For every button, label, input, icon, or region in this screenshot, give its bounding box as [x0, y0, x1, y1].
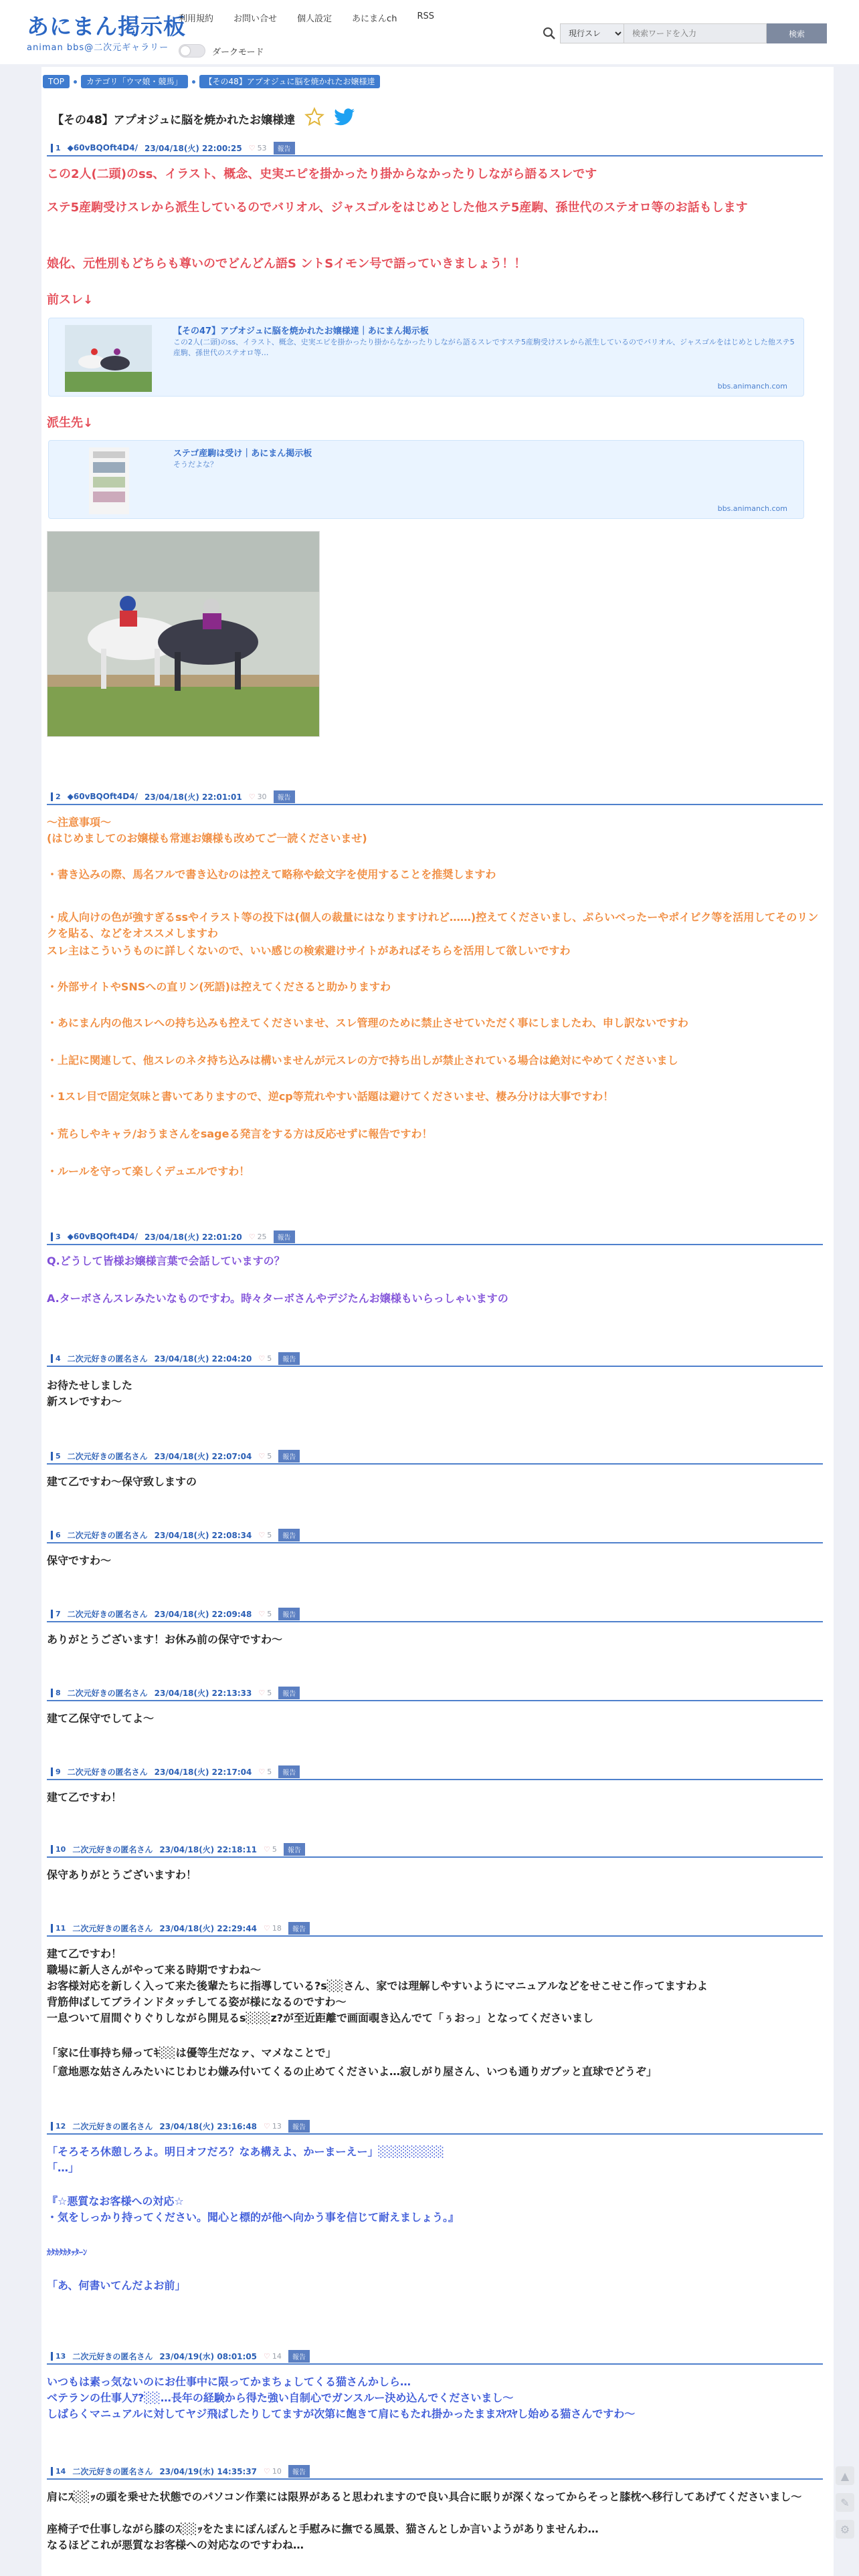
post-text: ・荒らしやキャラ/おうまさんをsageる発言をする方は反応せずに報告ですわ！: [47, 1128, 433, 1140]
report-button[interactable]: 報告: [288, 2350, 310, 2363]
post-text: 建て乙保守でしてよ〜: [47, 1712, 155, 1725]
link-title: ステゴ産駒は受け｜あにまん掲示板: [173, 449, 312, 459]
post-header: [47, 2120, 823, 2135]
post-image[interactable]: [47, 531, 320, 737]
post-header: [47, 1450, 823, 1465]
logo-title: あにまん掲示板: [27, 13, 186, 39]
search-icon: [540, 22, 560, 45]
heart-icon: ♡: [264, 2351, 270, 2361]
link-card-derived-thread[interactable]: [48, 440, 804, 519]
post-text: 座椅子で仕事しながら膝のｽ░░ｯをたまにぽんぽんと手慰みに撫でる風景、猫さんとしか言いようがありませんわ…: [47, 2523, 599, 2535]
report-button[interactable]: 報告: [278, 1608, 300, 1620]
post-text: 背筋伸ばしてブラインドタッチしてる姿が様になるのですわ〜: [47, 1996, 347, 2008]
post-header: [47, 2465, 823, 2480]
nav-terms[interactable]: 利用規約: [179, 14, 214, 24]
breadcrumb-separator: [192, 80, 195, 84]
favorite-star-icon[interactable]: [304, 107, 324, 130]
like-button[interactable]: [249, 144, 267, 152]
like-count: 13: [272, 2121, 282, 2131]
like-button[interactable]: [249, 1232, 267, 1241]
heart-icon: ♡: [258, 1609, 266, 1618]
like-button[interactable]: [258, 1610, 272, 1618]
report-button[interactable]: 報告: [278, 1687, 300, 1699]
like-count: 5: [272, 1844, 277, 1854]
post-text: お客様対応を新しく入って来た後輩たちに指導している?s░░さん、家では理解しやすいようにマニュアルなどをせこせこ作ってますわよ: [47, 1979, 708, 1992]
post-header: [47, 1230, 823, 1245]
like-button[interactable]: [258, 1354, 272, 1363]
heart-icon: ♡: [248, 792, 256, 801]
post-text: 「そろそろ休憩しろよ。明日オフだろ？なあ構えよ、かーまーえー」░░░░░░░░: [47, 2145, 444, 2158]
post-text: いつもは素っ気ないのにお仕事中に限ってかまちょしてくる猫さんかしら…: [47, 2375, 411, 2388]
link-domain: bbs.animanch.com: [717, 382, 787, 391]
post: [47, 1529, 823, 1543]
like-button[interactable]: [258, 1452, 272, 1461]
post-date: 23/04/19(水) 08:01:05: [159, 2351, 258, 2361]
post: [47, 2465, 823, 2480]
post-text: ・ルールを守って楽しくデュエルですわ！: [47, 1165, 250, 1178]
like-count: 30: [257, 792, 267, 801]
post-date: 23/04/18(火) 22:04:20: [154, 1354, 252, 1364]
post-text: 前スレ↓: [47, 293, 94, 307]
heart-icon: ♡: [248, 1232, 256, 1241]
post-number[interactable]: 2: [51, 792, 61, 801]
poster-name: 二次元好きの匿名さん: [72, 1844, 153, 1854]
darkmode-label: ダークモード: [212, 47, 264, 58]
heart-icon: ♡: [264, 2121, 270, 2131]
post-text: ベテランの仕事人ｱ?░░…長年の経験から得た強い自制心でガンスルー決め込んでくださいまし〜: [47, 2391, 514, 2404]
post-date: 23/04/18(火) 22:08:34: [154, 1530, 252, 1540]
post: [47, 1230, 823, 1245]
post-text: ・成人向けの色が強すぎるssやイラスト等の投下は(個人の裁量にはなりますけれど……)控えてくださいまし、ぷらいべったーやポイピク等を活用してそのリンクを貼る、などをオススメしますわ: [47, 911, 819, 940]
post-header: [47, 1922, 823, 1937]
link-title: 【その47】アプオジュに脳を焼かれたお嬢様達｜あにまん掲示板: [173, 326, 429, 336]
darkmode-toggle[interactable]: [179, 44, 205, 58]
post-number[interactable]: 8: [51, 1689, 61, 1697]
post-text: 保守ですわ〜: [47, 1554, 112, 1567]
post: [47, 1765, 823, 1780]
like-button[interactable]: [264, 2122, 282, 2131]
post-number[interactable]: 13: [51, 2352, 66, 2361]
post: [47, 142, 823, 156]
post-text: 〜注意事項〜: [47, 816, 112, 829]
post-header: [47, 790, 823, 805]
report-button[interactable]: 報告: [274, 790, 295, 803]
poster-name: ◆60vBQOft4D4/: [67, 792, 138, 801]
site-header: [0, 0, 859, 64]
heart-icon: ♡: [258, 1688, 266, 1697]
search-button[interactable]: 検索: [767, 23, 827, 43]
like-button[interactable]: [264, 2467, 282, 2476]
post-text: 新スレですわ〜: [47, 1395, 122, 1408]
heart-icon: ♡: [264, 1844, 270, 1854]
post-text: ｶﾀｶﾀｶﾀｯﾀｰﾝ: [47, 2248, 88, 2257]
link-thumbnail: [65, 325, 152, 392]
like-count: 5: [267, 1451, 272, 1461]
like-count: 14: [272, 2351, 282, 2361]
post: [47, 2350, 823, 2365]
post-text: 『☆悪質なお客様への対応☆: [47, 2195, 184, 2208]
post-text: 建て乙ですわ〜保守致しますの: [47, 1475, 197, 1488]
like-count: 5: [267, 1609, 272, 1618]
heart-icon: ♡: [264, 2466, 270, 2476]
heart-icon: ♡: [248, 143, 256, 152]
report-button[interactable]: 報告: [278, 1352, 300, 1365]
post: [47, 1687, 823, 1701]
post-date: 23/04/18(火) 22:29:44: [159, 1923, 258, 1933]
post-text: 建て乙ですわ！: [47, 1791, 122, 1804]
heart-icon: ♡: [258, 1530, 266, 1539]
post-header: [47, 1843, 823, 1858]
post-number[interactable]: 7: [51, 1610, 61, 1618]
nav-contact[interactable]: お問い合せ: [233, 14, 278, 24]
thread-title-row: [52, 107, 355, 130]
post-text: 「家に仕事持ち帰ってｷ░░は優等生だなァ、マメなことで」: [47, 2046, 337, 2059]
post-number[interactable]: 9: [51, 1767, 61, 1776]
heart-icon: ♡: [258, 1767, 266, 1776]
report-button[interactable]: 報告: [278, 1765, 300, 1778]
post-date: 23/04/18(火) 22:18:11: [159, 1844, 258, 1854]
heart-icon: ♡: [264, 1923, 270, 1933]
post-text: ステ5産駒受けスレから派生しているのでバリオル、ジャスゴルをはじめとした他ステ5産駒、孫世代のステオロ等のお話もします: [47, 201, 748, 215]
post-text: 一息ついて眉間ぐりぐりしながら開見るs░░░z?が至近距離で画面覗き込んでて「ぅおっ」となってくださいまし: [47, 2012, 594, 2024]
like-count: 10: [272, 2466, 282, 2476]
like-button[interactable]: [249, 792, 267, 801]
post: [47, 1922, 823, 1937]
like-count: 18: [272, 1923, 282, 1933]
poster-name: 二次元好きの匿名さん: [67, 1451, 148, 1461]
search-input[interactable]: [624, 23, 767, 43]
post-text: ・外部サイトやSNSへの直リン(死語)は控えてくださると助かりますわ: [47, 980, 391, 993]
post-date: 23/04/18(火) 22:07:04: [154, 1451, 252, 1461]
post-number[interactable]: 1: [51, 144, 61, 152]
report-button[interactable]: 報告: [288, 2465, 310, 2478]
poster-name: 二次元好きの匿名さん: [67, 1609, 148, 1619]
post-number[interactable]: 4: [51, 1354, 61, 1363]
logo-subtitle: animan bbs@二次元ギャラリー: [27, 43, 169, 53]
post-header: [47, 1608, 823, 1622]
post-text: お待たせしました: [47, 1379, 133, 1392]
post: [47, 1608, 823, 1622]
post-text: A.ターボさんスレみたいなものですわ。時々ターボさんやデジたんお嬢様もいらっしゃいますの: [47, 1292, 508, 1305]
like-count: 53: [257, 143, 267, 152]
post-number[interactable]: 5: [51, 1452, 61, 1461]
poster-name: 二次元好きの匿名さん: [72, 2121, 153, 2131]
search-box: [540, 22, 827, 45]
post-text: 「意地悪な姑さんみたいにじわじわ嫌み付いてくるの止めてくださいよ…寂しがり屋さん、いつも通りガブッと直球でどうぞ」: [47, 2065, 657, 2078]
post-number[interactable]: 3: [51, 1232, 61, 1241]
poster-name: 二次元好きの匿名さん: [72, 1923, 153, 1933]
post: [47, 2120, 823, 2135]
post-header: [47, 1529, 823, 1543]
report-button[interactable]: 報告: [284, 1843, 305, 1856]
like-count: 5: [267, 1530, 272, 1539]
post-date: 23/04/18(火) 22:01:01: [144, 792, 242, 802]
post: [47, 790, 823, 805]
site-logo[interactable]: [27, 15, 186, 53]
post-number[interactable]: 6: [51, 1531, 61, 1539]
nav-rss[interactable]: RSS: [417, 11, 434, 21]
post-text: ・書き込みの際、馬名フルで書き込むのは控えて略称や絵文字を使用することを推奨しますわ: [47, 868, 496, 881]
report-button[interactable]: 報告: [278, 1450, 300, 1463]
poster-name: 二次元好きの匿名さん: [67, 1688, 148, 1698]
search-scope-select[interactable]: [560, 23, 624, 43]
poster-name: 二次元好きの匿名さん: [67, 1530, 148, 1540]
post-text: 建て乙ですわ！: [47, 1947, 122, 1960]
poster-name: ◆60vBQOft4D4/: [67, 143, 138, 152]
poster-name: 二次元好きの匿名さん: [67, 1354, 148, 1364]
post-date: 23/04/18(火) 22:13:33: [154, 1688, 252, 1698]
breadcrumb-category[interactable]: カテゴリ「ウマ娘・競馬」: [81, 75, 188, 88]
post-number[interactable]: 11: [51, 1924, 66, 1933]
post-text: この2人(二頭)のss、イラスト、概念、史実エピを掛かったり掛からなかったりしながら語るスレです: [47, 167, 597, 181]
post-date: 23/04/18(火) 22:17:04: [154, 1767, 252, 1777]
heart-icon: ♡: [258, 1354, 266, 1363]
link-description: そうだよな？: [173, 460, 217, 469]
post-text: ありがとうございます！お休み前の保守ですわ〜: [47, 1633, 283, 1646]
poster-name: 二次元好きの匿名さん: [72, 2466, 153, 2476]
link-card-prev-thread[interactable]: [48, 318, 804, 397]
poster-name: ◆60vBQOft4D4/: [67, 1232, 138, 1241]
post-header: [47, 2350, 823, 2365]
post: [47, 1843, 823, 1858]
page-title: 【その48】アプオジュに脳を焼かれたお嬢様達: [52, 113, 296, 127]
post-text: ・あにまん内の他スレへの持ち込みも控えてくださいませ、スレ管理のために禁止させていただく事にしましたわ、申し訳ないですわ: [47, 1016, 688, 1029]
post-text: ・気をしっかり持ってください。聞心と標的が他へ向かう事を信じて耐えましょう。』: [47, 2211, 460, 2224]
post-text: ・上記に関連して、他スレのネタ持ち込みは構いませんが元スレの方で持ち出しが禁止されている場合は絶対にやめてくださいまし: [47, 1054, 678, 1067]
top-nav: [179, 11, 454, 24]
nav-personal-settings[interactable]: 個人設定: [297, 14, 332, 24]
post-number[interactable]: 12: [51, 2122, 66, 2131]
link-description: この2人(二頭)のss、イラスト、概念、史実エピを掛かったり掛からなかったりしながら語るスレですステ5産駒受けスレから派生しているのでバリオル、ジャスゴルをはじめとした他ステ5産駒、孫世代のステオロ等…: [173, 338, 795, 357]
post-text: 肩にｽ░░ｯの頭を乗せた状態でのパソコン作業には限界があると思われますので良い具合に眠りが深くなってからそっと膝枕へ移行してあげてくださいまし〜: [47, 2490, 802, 2503]
report-button[interactable]: 報告: [274, 1230, 295, 1243]
like-count: 5: [267, 1354, 272, 1363]
heart-icon: ♡: [258, 1451, 266, 1461]
post-text: なるほどこれが悪質なお客様への対応なのですわね…: [47, 2539, 304, 2551]
post-text: 「…」: [47, 2161, 80, 2174]
post-text: 「あ、何書いてんだよお前」: [47, 2279, 186, 2292]
like-button[interactable]: [264, 2352, 282, 2361]
breadcrumb-top[interactable]: TOP: [43, 75, 70, 88]
nav-animanch[interactable]: あにまんch: [352, 14, 397, 24]
floating-tools: [836, 2466, 854, 2539]
post-number[interactable]: 14: [51, 2467, 66, 2476]
post-text: スレ主はこういうものに詳しくないので、いい感じの検索避けサイトがあればそちらを活用して欲しいですわ: [47, 944, 571, 957]
post: [47, 1352, 823, 1367]
report-button[interactable]: 報告: [288, 2120, 310, 2133]
report-button[interactable]: 報告: [274, 142, 295, 154]
link-thumbnail: [89, 447, 129, 514]
breadcrumb: [43, 75, 380, 88]
poster-name: 二次元好きの匿名さん: [72, 2351, 153, 2361]
like-button[interactable]: [258, 1531, 272, 1539]
post-date: 23/04/18(火) 22:00:25: [144, 143, 242, 153]
post-header: [47, 1765, 823, 1780]
scroll-top-icon[interactable]: ▲: [836, 2466, 854, 2485]
post-date: 23/04/18(火) 23:16:48: [159, 2121, 258, 2131]
twitter-share-icon[interactable]: [334, 108, 355, 129]
like-count: 5: [267, 1767, 272, 1776]
like-button[interactable]: [258, 1689, 272, 1697]
post-text: 職場に新人さんがやって来る時期ですわね〜: [47, 1963, 262, 1976]
like-button[interactable]: [264, 1845, 277, 1854]
post: [47, 1450, 823, 1465]
link-domain: bbs.animanch.com: [717, 504, 787, 513]
like-count: 25: [257, 1232, 267, 1241]
breadcrumb-thread[interactable]: 【その48】アプオジュに脳を焼かれたお嬢様達: [199, 75, 381, 88]
post-header: [47, 142, 823, 156]
post-header: [47, 1687, 823, 1701]
breadcrumb-separator: [74, 80, 77, 84]
post-date: 23/04/18(火) 22:01:20: [144, 1232, 242, 1242]
report-button[interactable]: 報告: [278, 1529, 300, 1541]
post-text: (はじめましてのお嬢様も常連お嬢様も改めてご一読くださいませ): [47, 832, 367, 845]
report-button[interactable]: 報告: [288, 1922, 310, 1935]
post-text: 保守ありがとうございますわ！: [47, 1868, 197, 1881]
post-header: [47, 1352, 823, 1367]
post-date: 23/04/18(火) 22:09:48: [154, 1609, 252, 1619]
poster-name: 二次元好きの匿名さん: [67, 1767, 148, 1777]
post-number[interactable]: 10: [51, 1845, 66, 1854]
like-button[interactable]: [264, 1924, 282, 1933]
post-text: Q.どうして皆様お嬢様言葉で会話していますの？: [47, 1255, 285, 1267]
post-date: 23/04/19(水) 14:35:37: [159, 2466, 258, 2476]
gear-icon[interactable]: ⚙: [836, 2520, 854, 2539]
darkmode-switch[interactable]: [179, 44, 264, 58]
post-text: しばらくマニュアルに対してヤジ飛ばしたりしてますが次第に飽きて肩にもたれ掛かったままｽﾔｽﾔし始める猫さんですわ〜: [47, 2407, 636, 2420]
post-text: ・1スレ目で固定気味と書いてありますので、逆cp等荒れやすい話題は避けてくださいませ、棲み分けは大事ですわ！: [47, 1090, 614, 1103]
post-text: 娘化、元性別もどちらも尊いのでどんどん語S ントSイモン号で語っていきましょう！！: [47, 257, 527, 271]
thread-main: [41, 67, 834, 2576]
post-text: 派生先↓: [47, 416, 94, 430]
pencil-icon[interactable]: ✎: [836, 2493, 854, 2512]
like-button[interactable]: [258, 1767, 272, 1776]
like-count: 5: [267, 1688, 272, 1697]
